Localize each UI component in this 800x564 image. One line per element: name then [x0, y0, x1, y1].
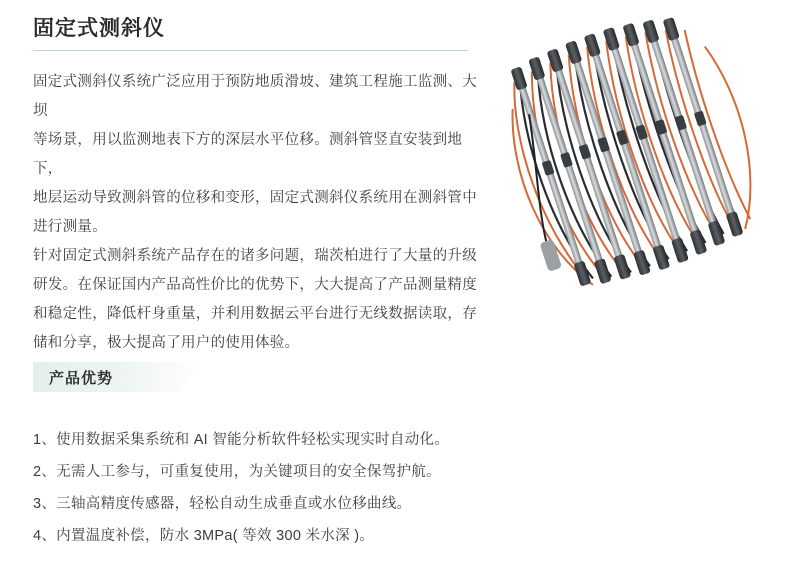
intro-line: 地层运动导致测斜管的位移和变形，固定式测斜仪系统用在测斜管中	[33, 190, 477, 206]
list-item: 3、三轴高精度传感器，轻松自动生成垂直或水位移曲线。	[33, 496, 412, 512]
product-photo	[505, 10, 790, 310]
list-item: 1、使用数据采集系统和 AI 智能分析软件轻松实现实时自动化。	[33, 432, 450, 448]
intro-line: 研发。在保证国内产品高性价比的优势下，大大提高了产品测量精度	[33, 277, 477, 293]
product-photo-illustration	[505, 10, 790, 310]
list-item: 4、内置温度补偿，防水 3MPa( 等效 300 米水深 )。	[33, 528, 375, 544]
intro-line: 和稳定性，降低杆身重量，并利用数据云平台进行无线数据读取，存	[33, 306, 477, 322]
intro-line: 针对固定式测斜系统产品存在的诸多问题，瑞茨柏进行了大量的升级	[33, 248, 477, 264]
intro-line: 进行测量。	[33, 219, 107, 235]
intro-paragraphs	[33, 68, 483, 358]
intro-line: 储和分享，极大提高了用户的使用体验。	[33, 335, 300, 351]
title-divider	[33, 50, 468, 51]
page-title: 固定式测斜仪	[33, 17, 165, 40]
advantages-list	[33, 424, 593, 552]
intro-line: 固定式测斜仪系统广泛应用于预防地质滑坡、建筑工程施工监测、大坝	[33, 74, 477, 119]
section-header-label: 产品优势	[49, 369, 114, 387]
list-item: 2、无需人工参与，可重复使用，为关键项目的安全保驾护航。	[33, 464, 441, 480]
intro-line: 等场景，用以监测地表下方的深层水平位移。测斜管竖直安装到地下，	[33, 132, 463, 177]
